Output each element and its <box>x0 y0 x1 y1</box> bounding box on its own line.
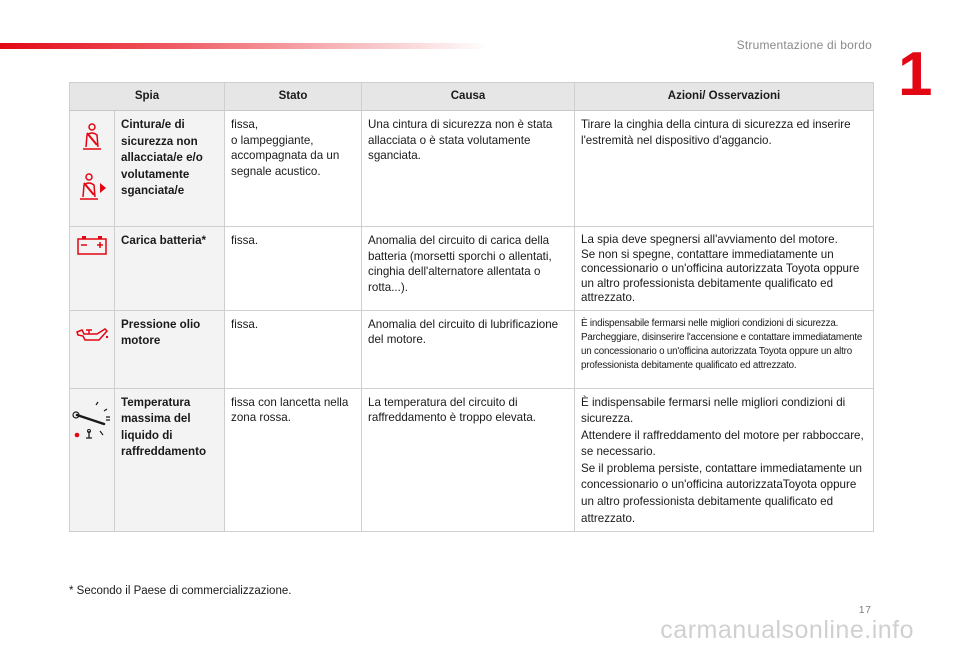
causa-cell: Anomalia del circuito di lubrificazione del motore. <box>362 310 575 388</box>
seatbelt-icon <box>79 123 105 151</box>
table-row <box>70 227 874 311</box>
table-row <box>70 388 874 532</box>
column-header-stato: Stato <box>225 83 362 111</box>
column-header-spia: Spia <box>70 83 225 111</box>
seatbelt-passenger-icon <box>77 173 107 201</box>
table-row <box>70 111 874 227</box>
warning-name: Cintura/e di sicurezza non allacciata/e e/o volutamente sganciata/e <box>115 111 225 227</box>
section-title: Strumentazione di bordo <box>736 38 872 52</box>
warning-lights-table <box>69 82 874 532</box>
coolant-temperature-icon <box>72 397 112 445</box>
azioni-cell: La spia deve spegnersi all'avviamento del motore. Se non si spegne, contattare immediatamente un concessionario o un'officina autorizzata Toyota oppure un altro professionista debitamente qualificato ed attrezzato. <box>575 227 874 311</box>
stato-cell: fissa con lancetta nella zona rossa. <box>225 388 362 532</box>
column-header-azioni: Azioni/ Osservazioni <box>575 83 874 111</box>
azioni-cell: È indispensabile fermarsi nelle migliori condizioni di sicurezza. Attendere il raffreddamento del motore per rabboccare, se necessario. Se il problema persiste, contattare immediatamente un concessionario o un'officina autorizzataToyota oppure un altro professionista debitamente qualificato ed attrezzato. <box>575 388 874 532</box>
icon-cell <box>70 111 115 227</box>
icon-cell <box>70 388 115 532</box>
chapter-number: 1 <box>898 40 933 109</box>
icon-cell <box>70 227 115 311</box>
battery-icon <box>77 235 107 255</box>
azioni-cell: È indispensabile fermarsi nelle migliori condizioni di sicurezza. Parcheggiare, disinserire l'accensione e contattare immediatamente un concessionario o un'officina autorizzata Toyota oppure un altro professionista debitamente qualificato ed attrezzato. <box>575 310 874 388</box>
watermark-text: carmanualsonline.info <box>660 616 914 644</box>
table-header-row <box>70 83 874 111</box>
warning-name: Temperatura massima del liquido di raffreddamento <box>115 388 225 532</box>
page-number: 17 <box>858 605 872 616</box>
table-row <box>70 310 874 388</box>
column-header-causa: Causa <box>362 83 575 111</box>
causa-cell: Anomalia del circuito di carica della batteria (morsetti sporchi o allentati, cinghia dell'alternatore allentata o rotta...). <box>362 227 575 311</box>
stato-cell: fissa, o lampeggiante, accompagnata da un segnale acustico. <box>225 111 362 227</box>
causa-cell: La temperatura del circuito di raffreddamento è troppo elevata. <box>362 388 575 532</box>
footnote: * Secondo il Paese di commercializzazione. <box>69 585 292 597</box>
azioni-cell: Tirare la cinghia della cintura di sicurezza ed inserire l'estremità nel dispositivo d'aggancio. <box>575 111 874 227</box>
stato-cell: fissa. <box>225 310 362 388</box>
stato-cell: fissa. <box>225 227 362 311</box>
warning-name: Pressione olio motore <box>115 310 225 388</box>
icon-cell <box>70 310 115 388</box>
causa-cell: Una cintura di sicurezza non è stata allacciata o è stata volutamente sganciata. <box>362 111 575 227</box>
oil-can-icon <box>75 325 109 343</box>
header-accent-bar <box>0 43 490 49</box>
warning-name: Carica batteria* <box>115 227 225 311</box>
